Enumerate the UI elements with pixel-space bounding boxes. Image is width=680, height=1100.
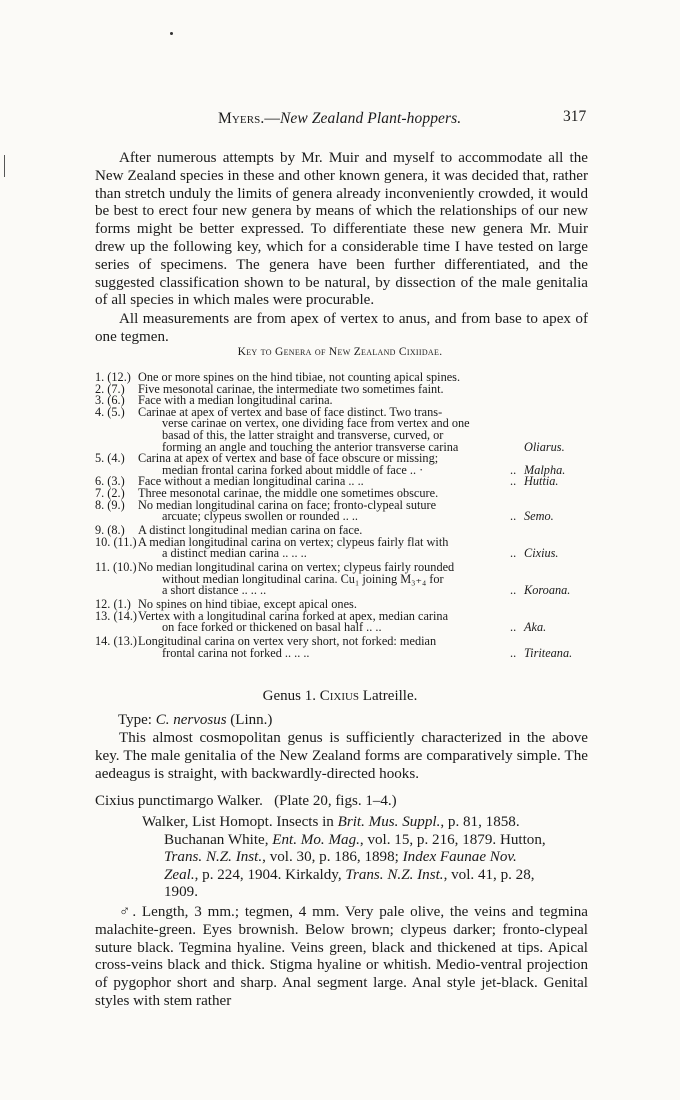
type-label: Type: (118, 712, 152, 728)
key-row-text: without median longitudinal carina. Cu₁ joining M₃₊₄ for (162, 571, 444, 586)
key-row-number: 2. (7.) (95, 381, 125, 396)
genus-name: Cixius (319, 688, 360, 704)
genus-authority: Latreille. (362, 688, 418, 704)
key-row-text: frontal carina not forked .. .. .. (162, 645, 310, 660)
key-row-text: A median longitudinal carina on vertex; clypeus fairly flat with (138, 534, 449, 549)
citation-line: Trans. N.Z. Inst., vol. 30, p. 186, 1898; Index Faunae Nov. (164, 849, 517, 865)
genus-description: This almost cosmopolitan genus is sufficiently characterized in the above key. The male genitalia of the New Zealand forms are comparatively simple. The aedeagus is straight, with backwardly-directed hooks. (95, 730, 588, 782)
key-row-number: 6. (3.) (95, 474, 125, 489)
running-head: Myers.—New Zealand Plant-hoppers. (218, 110, 462, 127)
key-row-number: 3. (6.) (95, 393, 125, 408)
key-row-genus: Malpha. (524, 462, 566, 477)
key-row-text: A distinct longitudinal median carina on face. (138, 523, 363, 537)
genus-number: Genus 1. (262, 688, 316, 704)
key-row-number: 13. (14.) (95, 608, 138, 623)
key-row-text: basad of this, the latter straight and transverse, curved, or (162, 428, 444, 442)
key-row-number: 11. (10.) (95, 560, 137, 574)
key-row-number: 14. (13.) (95, 634, 138, 648)
species-name: Cixius punctimargo (95, 793, 214, 809)
key-row-text: Vertex with a longitudinal carina forked at apex, median carina (138, 608, 449, 623)
key-row-text: a distinct median carina .. .. .. (162, 546, 307, 561)
species-plate: (Plate 20, figs. 1–4.) (274, 793, 397, 809)
running-head-author: Myers (218, 110, 261, 127)
species-heading (95, 793, 397, 810)
key-row-genus: Oliarus. (524, 439, 565, 454)
key-row-number: 7. (2.) (95, 486, 125, 500)
key-row-text: forming an angle and touching the anterior transverse carina (162, 439, 459, 454)
type-line (118, 712, 272, 729)
key-row-leader-dots: .. (510, 474, 517, 489)
key-row-leader-dots: .. (510, 620, 517, 635)
key-row-leader-dots: .. (510, 645, 517, 660)
key-row-number: 9. (8.) (95, 523, 125, 537)
key-row-text: verse carinae on vertex, one dividing face from vertex and one (162, 416, 470, 431)
page-number: 317 (563, 108, 587, 125)
intro-paragraph: After numerous attempts by Mr. Muir and myself to accommodate all the New Zealand species in these and other known genera, it was decided that, rather than stretch unduly the limits of genera already inconveniently crowded, it would be best to erect four new genera by means of which the relationships of our new forms might be better expressed. To differentiate these new genera Mr. Muir drew up the following key, which for a considerable time I have tested on large series of specimens. The genera have been further differentiated, and the suggested classification shown to be natural, by dissection of the male genitalia of all species in which males were procurable. (95, 150, 588, 309)
key-row-number: 4. (5.) (95, 404, 125, 419)
key-row-text: a short distance .. .. .. (162, 583, 267, 598)
key-row-text: on face forked or thickened on basal half .. .. (162, 620, 382, 635)
key-row-leader-dots: .. (510, 462, 517, 477)
key-row-text: No median longitudinal carina on vertex; clypeus fairly rounded (138, 560, 455, 574)
key-row-text: One or more spines on the hind tibiae, not counting apical spines. (138, 370, 461, 384)
key-row-genus: Cixius. (524, 546, 559, 561)
running-head-title: New Zealand Plant-hoppers. (279, 110, 462, 127)
key-row-genus: Aka. (524, 620, 547, 635)
key-row-number: 5. (4.) (95, 451, 125, 466)
key-row-text: No spines on hind tibiae, except apical ones. (138, 597, 357, 611)
key-row-number: 10. (11.) (95, 534, 137, 549)
genus-heading (0, 688, 680, 705)
key-row-number: 12. (1.) (95, 597, 131, 611)
species-description: ♂. Length, 3 mm.; tegmen, 4 mm. Very pale olive, the veins and tegmina malachite-green. Eyes brownish. Below brown; clypeus darker; fronto-clypeal suture black. Tegmina hyaline. Veins green, black and thickened at tips. Apical cross-veins black and thick. Stigma hyaline or whitish. Medio-ventral projection of pygophor short and sharp. Anal segment large. Anal style jet-black. Genital styles with stem rather (95, 904, 588, 1009)
type-authority: (Linn.) (230, 712, 273, 728)
key-row-genus: Koroana. (524, 583, 571, 598)
citation-line: Walker, List Homopt. Insects in Brit. Mus. Suppl., p. 81, 1858. (142, 814, 520, 830)
key-row-text: arcuate; clypeus swollen or rounded .. .. (162, 509, 359, 524)
key-row-text: Three mesonotal carinae, the middle one sometimes obscure. (138, 486, 439, 500)
species-authority: Walker. (216, 793, 263, 809)
key-row-text: Longitudinal carina on vertex very short, not forked: median (138, 634, 437, 648)
key-row-genus: Tiriteana. (524, 645, 573, 660)
key-row-text: Carinae at apex of vertex and base of face distinct. Two trans- (138, 404, 443, 419)
key-row-number: 8. (9.) (95, 497, 125, 512)
citation-line: Zeal., p. 224, 1904. Kirkaldy, Trans. N.Z. Inst., vol. 41, p. 28, (164, 866, 535, 883)
key-row-leader-dots: .. (510, 583, 517, 598)
key-row-text: median frontal carina forked about middle of face .. · (162, 462, 424, 477)
key-row-text: Face with a median longitudinal carina. (138, 393, 333, 408)
key-row-text: No median longitudinal carina on face; fronto-clypeal suture (138, 497, 437, 512)
key-row-leader-dots: .. (510, 546, 517, 561)
species-citations (142, 814, 588, 902)
key-row-genus: Semo. (524, 509, 554, 524)
type-species: C. nervosus (155, 712, 227, 728)
key-row-genus: Huttia. (524, 474, 559, 489)
key-row-leader-dots: .. (510, 509, 517, 524)
key-title: Key to Genera of New Zealand Cixiidae. (237, 346, 443, 358)
citation-line: 1909. (164, 884, 198, 900)
key-row-text: Face without a median longitudinal carina .. .. (138, 474, 364, 489)
key-row-number: 1. (12.) (95, 370, 131, 384)
key-row-text: Carina at apex of vertex and base of face obscure or missing; (138, 451, 439, 466)
citation-line: Buchanan White, Ent. Mo. Mag., vol. 15, p. 216, 1879. Hutton, (164, 831, 546, 848)
key-row-text: Five mesonotal carinae, the intermediate two sometimes faint. (138, 381, 444, 396)
measurement-paragraph: All measurements are from apex of vertex to anus, and from base to apex of one tegmen. (95, 311, 588, 345)
margin-rule (4, 155, 5, 177)
scan-speck (170, 32, 173, 35)
